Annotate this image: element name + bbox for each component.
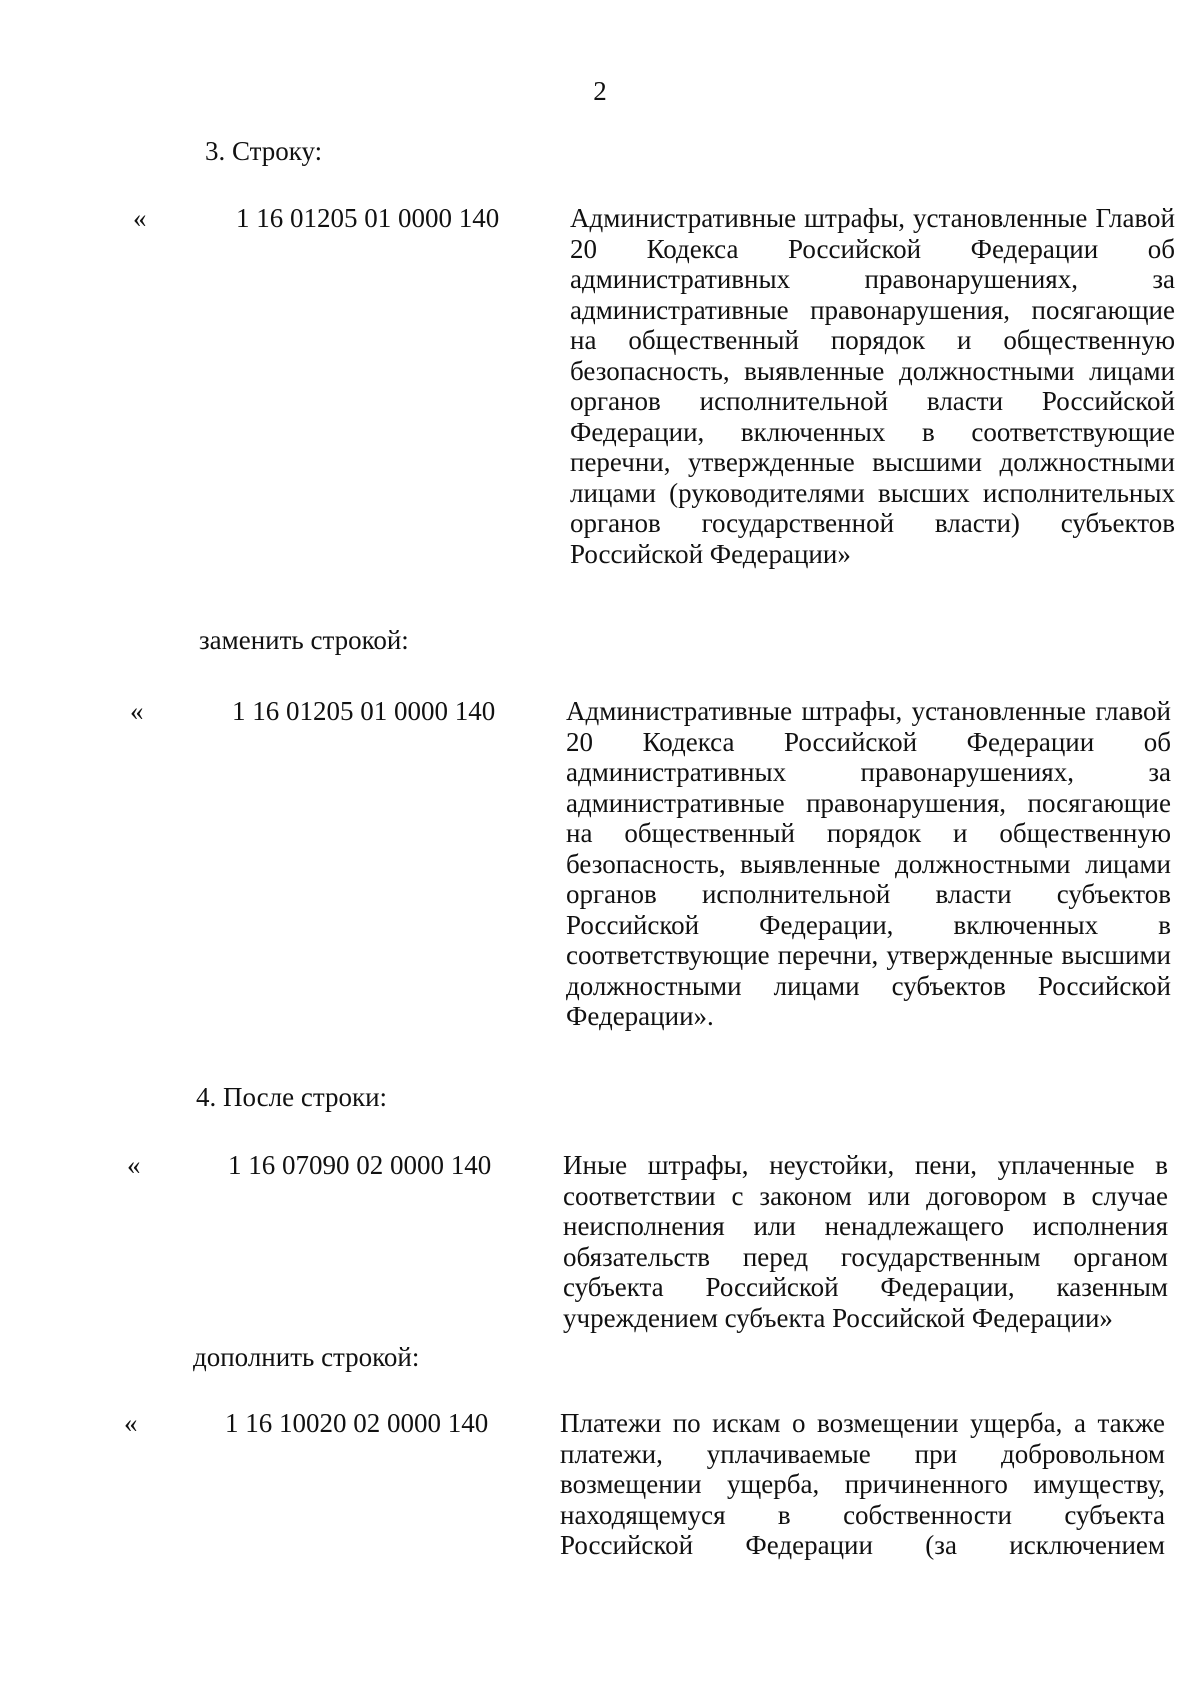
code-description: Иные штрафы, неустойки, пени, уплаченные в соответствии с законом или договором в случае неисполнения или ненадлежащего исполнения обязательств перед государственным органом субъекта Российской Федерации, казенным учреждением субъекта Российской Федерации» bbox=[563, 1150, 1168, 1333]
budget-code: 1 16 10020 02 0000 140 bbox=[225, 1408, 489, 1438]
code-description: Административные штрафы, установленные главой 20 Кодекса Российской Федерации об административных правонарушениях, за административные правонарушения, посягающие на общественный порядок и общественную безопасность, выявленные должностными лицами органов исполнительной власти субъектов Российской Федерации, включенных в соответствующие перечни, утвержденные высшими должностными лицами субъектов Российской Федерации». bbox=[566, 696, 1171, 1031]
section-caption-4: 4. После строки: bbox=[196, 1082, 388, 1112]
section-caption-3: 3. Строку: bbox=[205, 136, 323, 166]
code-description: Платежи по искам о возмещении ущерба, а также платежи, уплачиваемые при добровольном возмещении ущерба, причиненного имуществу, находящемуся в собственности субъекта Российской Федерации (за исключением bbox=[560, 1408, 1165, 1560]
budget-code: 1 16 01205 01 0000 140 bbox=[236, 203, 500, 233]
opening-quote: « bbox=[124, 1408, 138, 1438]
budget-code: 1 16 07090 02 0000 140 bbox=[228, 1150, 492, 1180]
replace-caption: заменить строкой: bbox=[199, 625, 409, 655]
budget-code: 1 16 01205 01 0000 140 bbox=[232, 696, 496, 726]
page-number: 2 bbox=[593, 76, 607, 106]
opening-quote: « bbox=[127, 1150, 141, 1180]
code-description: Административные штрафы, установленные Главой 20 Кодекса Российской Федерации об административных правонарушениях, за административные правонарушения, посягающие на общественный порядок и общественную безопасность, выявленные должностными лицами органов исполнительной власти Российской Федерации, включенных в соответствующие перечни, утвержденные высшими должностными лицами (руководителями высших исполнительных органов государственной власти) субъектов Российской Федерации» bbox=[570, 203, 1175, 569]
opening-quote: « bbox=[133, 203, 147, 233]
opening-quote: « bbox=[130, 696, 144, 726]
supplement-caption: дополнить строкой: bbox=[193, 1342, 420, 1372]
